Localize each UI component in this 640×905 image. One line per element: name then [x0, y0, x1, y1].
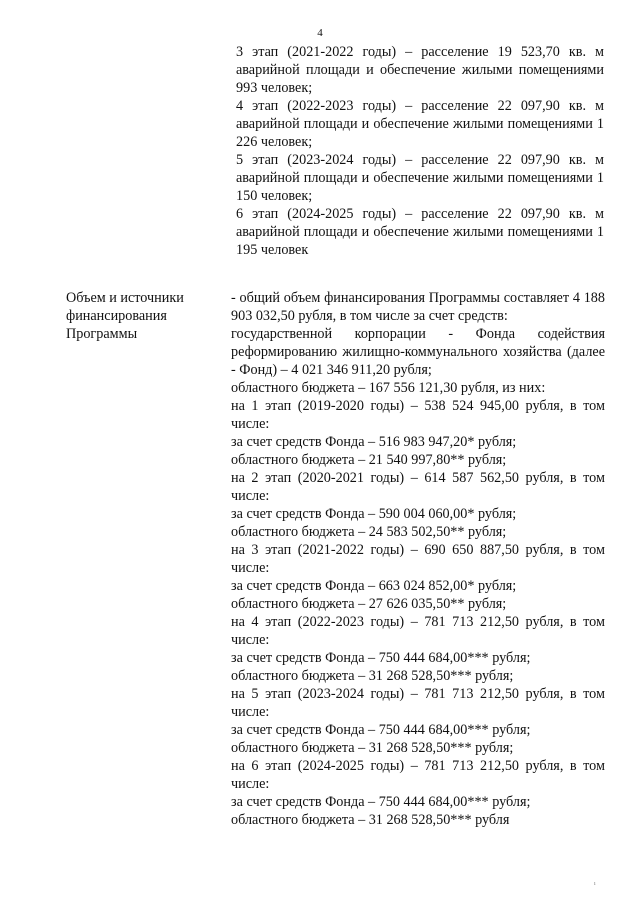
- stage-1-fund-text: за счет средств Фонда – 516 983 947,20* рубля;: [231, 434, 517, 450]
- stage-3-fund-text: за счет средств Фонда – 663 024 852,00* рубля;: [231, 578, 517, 594]
- stage-2-financing-text: на 2 этап (2020-2021 годы) – 614 587 562,50 рубля, в том числе:: [231, 470, 605, 504]
- stage-3-text: 3 этап (2021-2022 годы) – расселение 19 523,70 кв. м аварийной площади и обеспечение жилыми помещениями 993 человек;: [236, 44, 604, 96]
- regional-budget-total-text: областного бюджета – 167 556 121,30 рубля, из них:: [231, 380, 546, 396]
- financing-section-label: Объем и источники финансирования Программы: [66, 290, 184, 342]
- stage-5-fund-text: за счет средств Фонда – 750 444 684,00*** рубля;: [231, 722, 531, 738]
- stage-5-financing-text: на 5 этап (2023-2024 годы) – 781 713 212,50 рубля, в том числе:: [231, 686, 605, 720]
- stage-4-text: 4 этап (2022-2023 годы) – расселение 22 097,90 кв. м аварийной площади и обеспечение жилыми помещениями 1 226 человек;: [236, 98, 604, 150]
- stage-4-fund-text: за счет средств Фонда – 750 444 684,00*** рубля;: [231, 650, 531, 666]
- stage-4-financing-text: на 4 этап (2022-2023 годы) – 781 713 212,50 рубля, в том числе:: [231, 614, 605, 648]
- page-number: 4: [317, 27, 323, 39]
- financing-details-block: [231, 289, 605, 829]
- stage-5-budget-text: областного бюджета – 31 268 528,50*** рубля;: [231, 740, 514, 756]
- stage-1-financing-text: на 1 этап (2019-2020 годы) – 538 524 945,00 рубля, в том числе:: [231, 398, 605, 432]
- stage-6-financing-text: на 6 этап (2024-2025 годы) – 781 713 212,50 рубля, в том числе:: [231, 758, 605, 792]
- stage-2-budget-text: областного бюджета – 24 583 502,50** рубля;: [231, 524, 507, 540]
- stage-1-budget-text: областного бюджета – 21 540 997,80** рубля;: [231, 452, 507, 468]
- stage-6-budget-text: областного бюджета – 31 268 528,50*** рубля: [231, 812, 510, 828]
- stage-6-text: 6 этап (2024-2025 годы) – расселение 22 097,90 кв. м аварийной площади и обеспечение жилыми помещениями 1 195 человек: [236, 206, 604, 258]
- scan-edge-mark: ı: [594, 881, 596, 887]
- stage-5-text: 5 этап (2023-2024 годы) – расселение 22 097,90 кв. м аварийной площади и обеспечение жилыми помещениями 1 150 человек;: [236, 152, 604, 204]
- stage-3-financing-text: на 3 этап (2021-2022 годы) – 690 650 887,50 рубля, в том числе:: [231, 542, 605, 576]
- stage-3-budget-text: областного бюджета – 27 626 035,50** рубля;: [231, 596, 507, 612]
- housing-stages-block: [236, 43, 604, 259]
- stage-6-fund-text: за счет средств Фонда – 750 444 684,00*** рубля;: [231, 794, 531, 810]
- stage-4-budget-text: областного бюджета – 31 268 528,50*** рубля;: [231, 668, 514, 684]
- stage-2-fund-text: за счет средств Фонда – 590 004 060,00* рубля;: [231, 506, 517, 522]
- fund-total-text: государственной корпорации - Фонда содействия реформированию жилищно-коммунального хозяйства (далее - Фонд) – 4 021 346 911,20 рубля;: [231, 326, 605, 378]
- financing-total-text: - общий объем финансирования Программы составляет 4 188 903 032,50 рубля, в том числе за счет средств:: [231, 290, 605, 324]
